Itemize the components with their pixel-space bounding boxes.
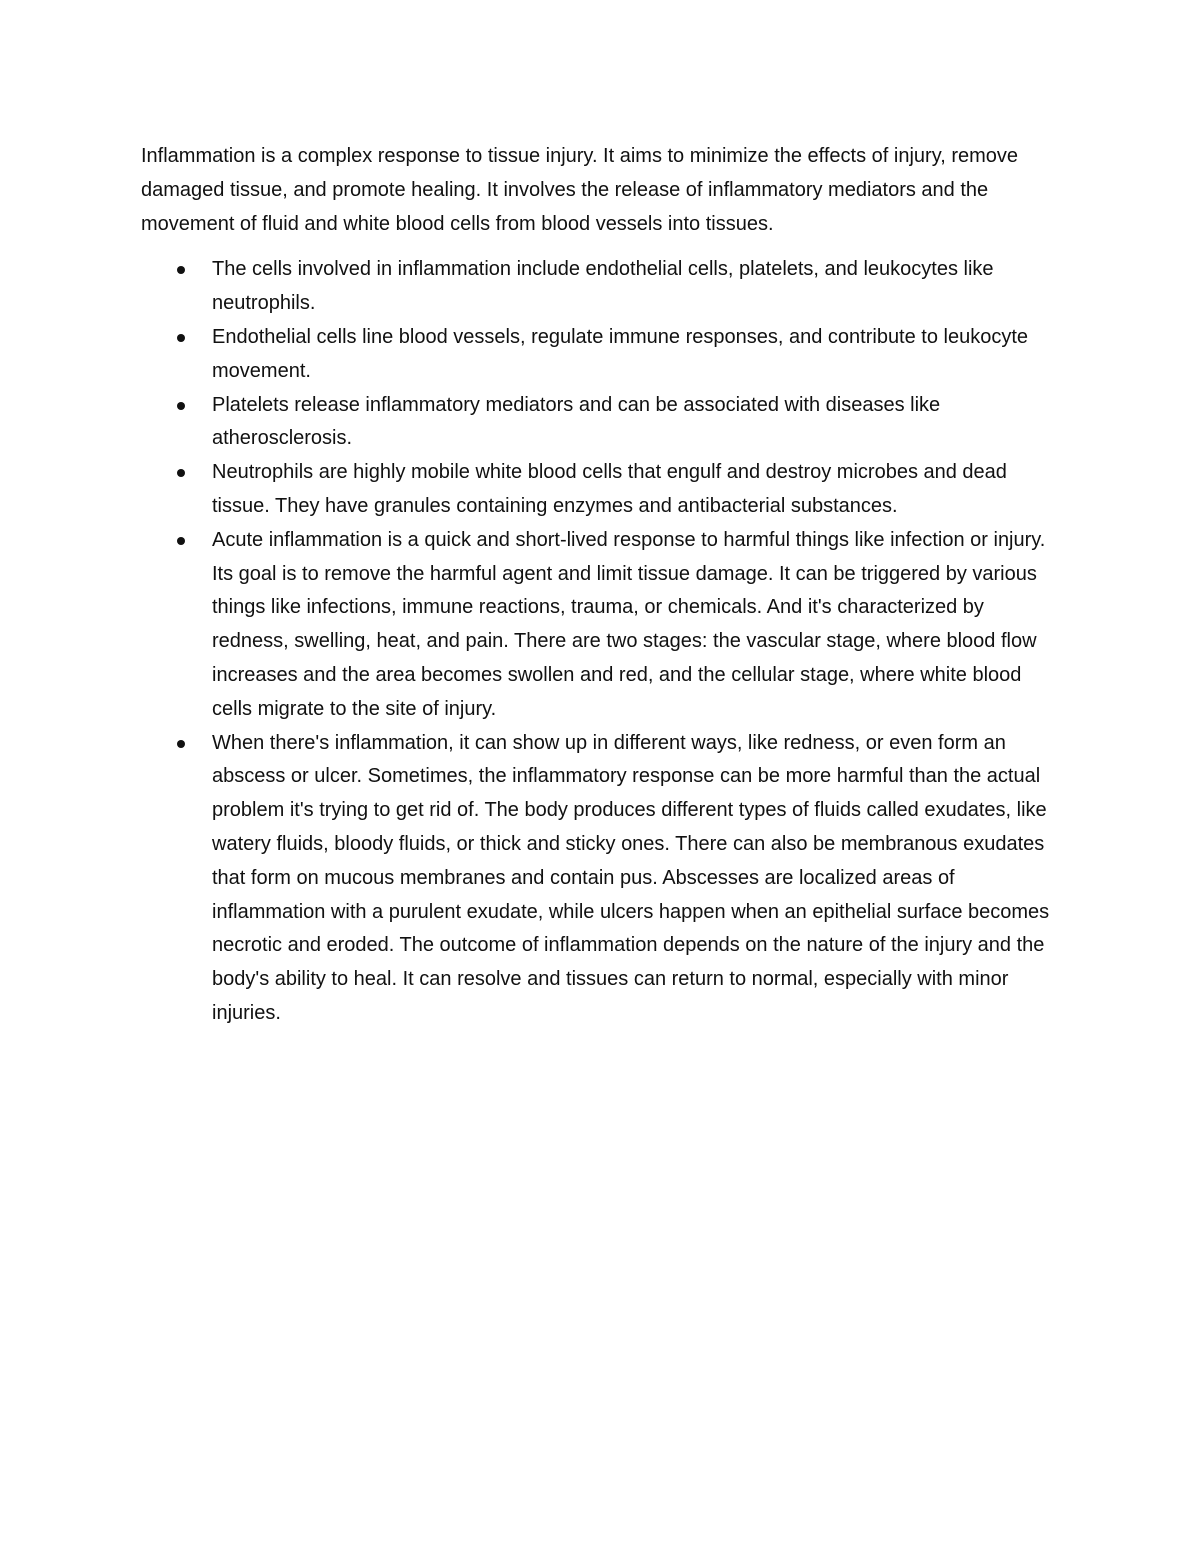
list-item-text: The cells involved in inflammation include endothelial cells, platelets, and leukocytes like neutrophils.	[212, 258, 994, 315]
list-item	[141, 321, 1066, 389]
list-item-text: Platelets release inflammatory mediators and can be associated with diseases like atherosclerosis.	[212, 393, 941, 450]
list-item-text: Acute inflammation is a quick and short-lived response to harmful things like infection or injury. Its goal is to remove the harmful agent and limit tissue damage. It can be triggered by various things like infections, immune reactions, trauma, or chemicals. And it's characterized by redness, swelling, heat, and pain. There are two stages: the vascular stage, where blood flow increases and the area becomes swollen and red, and the cellular stage, where white blood cells migrate to the site of injury.	[212, 528, 1046, 720]
bullet-list	[141, 253, 1066, 1030]
list-item	[141, 253, 1066, 321]
list-item-text: When there's inflammation, it can show up in different ways, like redness, or even form an abscess or ulcer. Sometimes, the inflammatory response can be more harmful than the actual problem it's trying to get rid of. The body produces different types of fluids called exudates, like watery fluids, bloody fluids, or thick and sticky ones. There can also be membranous exudates that form on mucous membranes and contain pus. Abscesses are localized areas of inflammation with a purulent exudate, while ulcers happen when an epithelial surface becomes necrotic and eroded. The outcome of inflammation depends on the nature of the injury and the body's ability to heal. It can resolve and tissues can return to normal, especially with minor injuries.	[212, 731, 1050, 1024]
list-item	[141, 727, 1066, 1031]
list-item	[141, 456, 1066, 524]
bullet-icon	[177, 469, 185, 477]
intro-paragraph: Inflammation is a complex response to tissue injury. It aims to minimize the effects of injury, remove damaged tissue, and promote healing. It involves the release of inflammatory mediators and the movement of fluid and white blood cells from blood vessels into tissues.	[141, 145, 1019, 235]
bullet-icon	[177, 537, 185, 545]
document-body	[141, 140, 1066, 1031]
list-item-text: Neutrophils are highly mobile white blood cells that engulf and destroy microbes and dead tissue. They have granules containing enzymes and antibacterial substances.	[212, 461, 1007, 517]
bullet-icon	[177, 402, 185, 410]
list-item	[141, 524, 1066, 727]
bullet-icon	[177, 334, 185, 342]
list-item-text: Endothelial cells line blood vessels, regulate immune responses, and contribute to leukocyte movement.	[212, 325, 1029, 382]
bullet-icon	[177, 740, 185, 748]
list-item	[141, 389, 1066, 457]
bullet-icon	[177, 266, 185, 274]
